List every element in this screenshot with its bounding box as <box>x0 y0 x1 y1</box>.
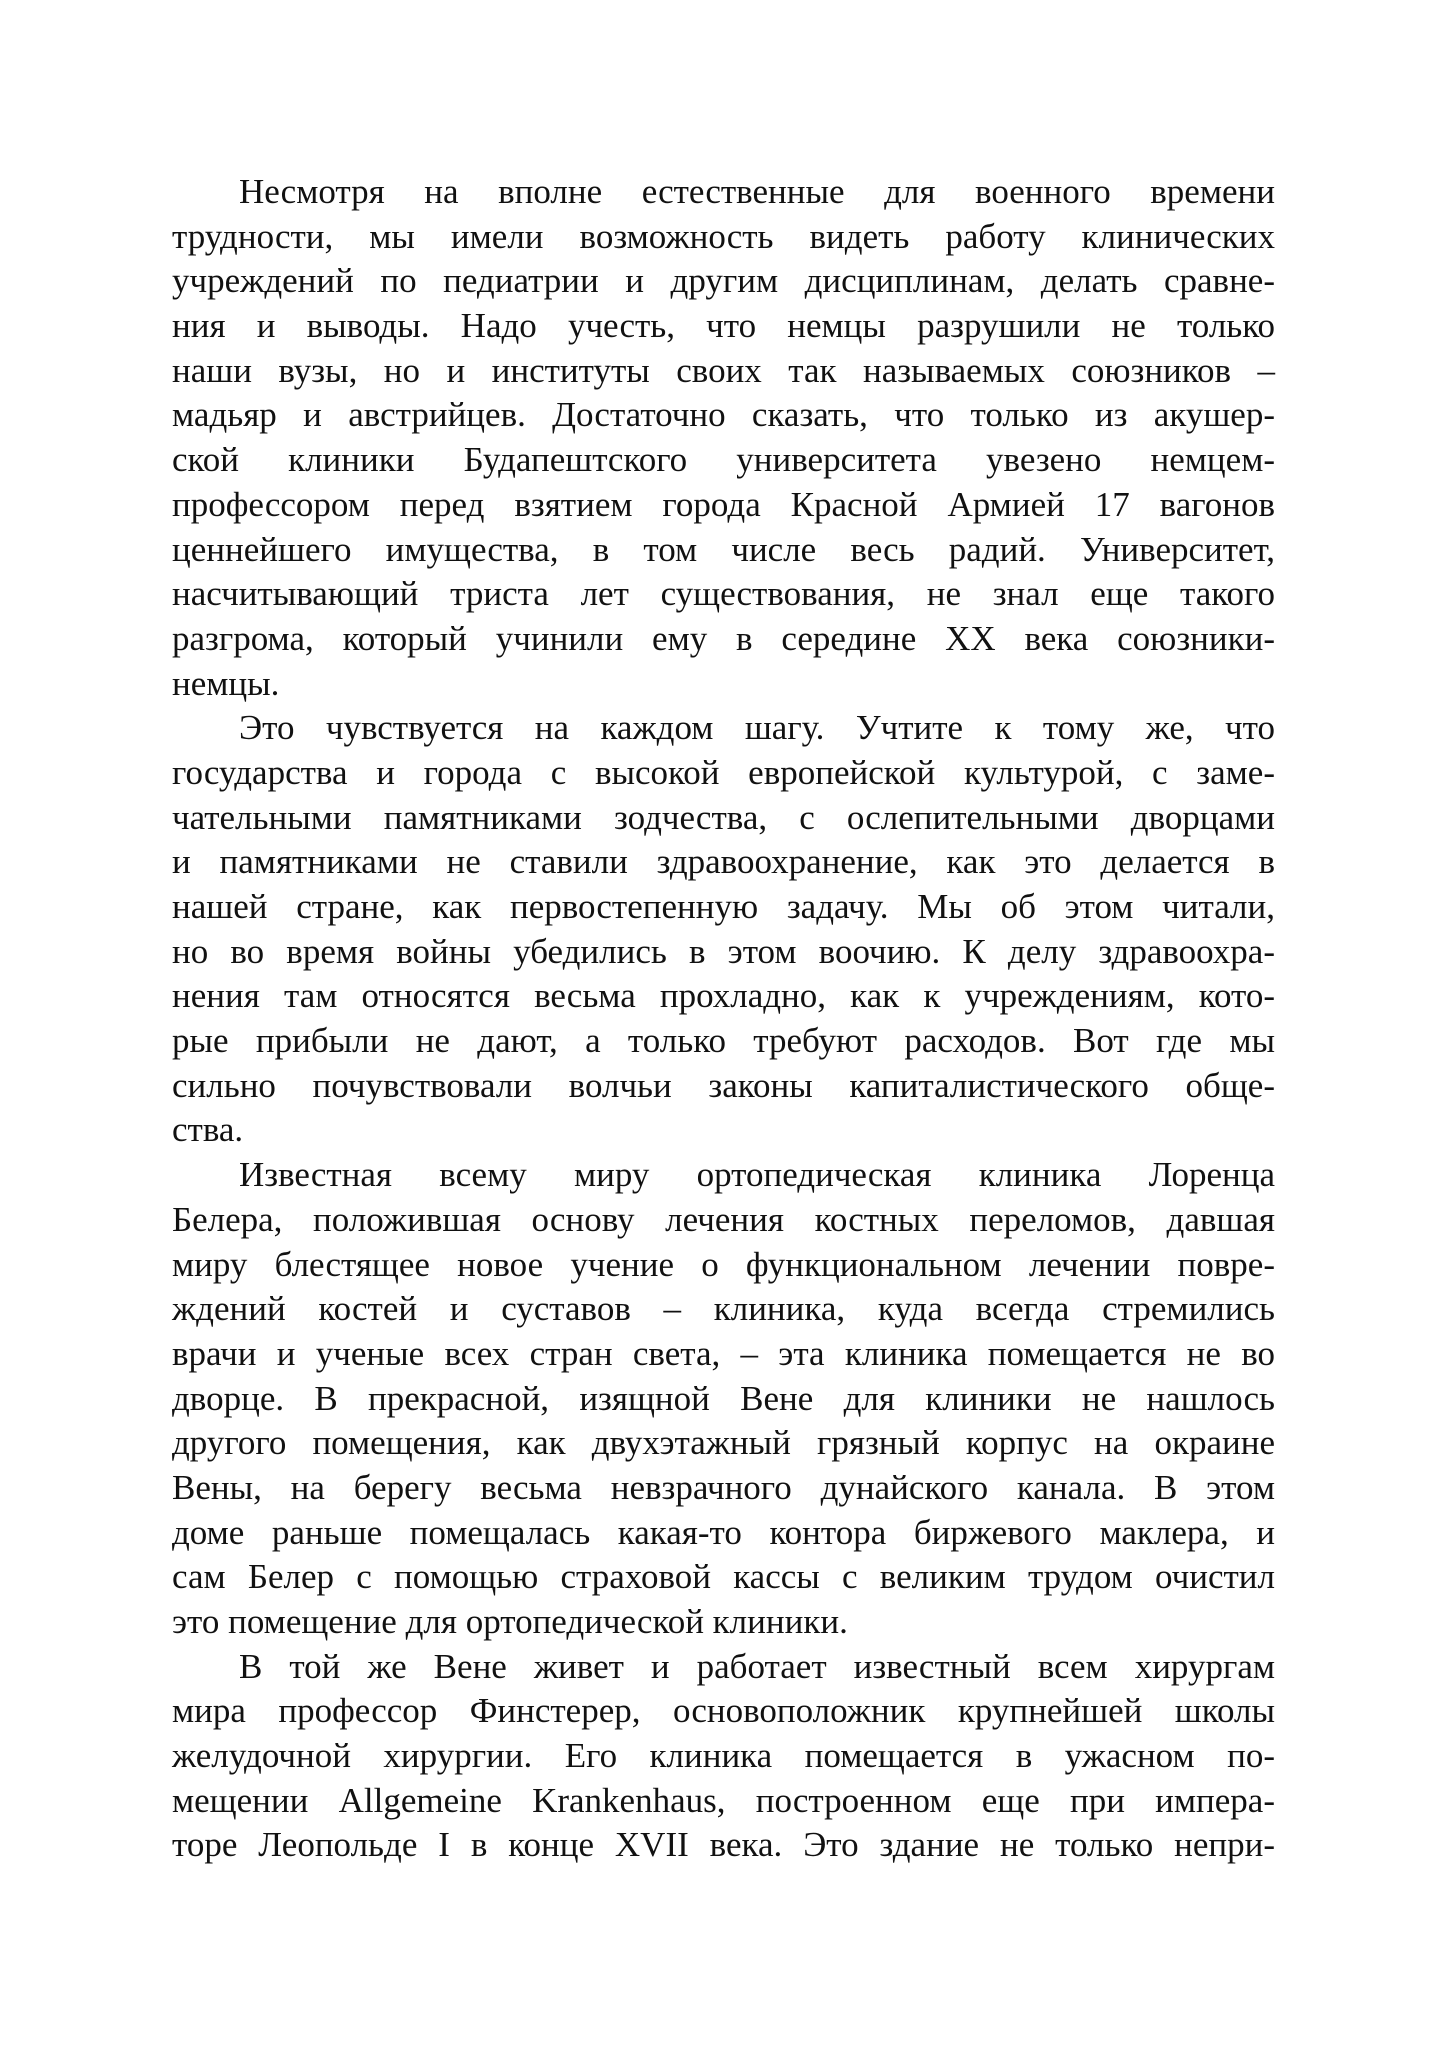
text-line: Белера, положившая основу лечения костных переломов, давшая <box>172 1199 1275 1239</box>
text-line: но во время войны убедились в этом воочию. К делу здравоохра- <box>172 931 1275 971</box>
text-line: мадьяр и австрийцев. Достаточно сказать, что только из акушер- <box>172 395 1275 435</box>
text-line: учреждений по педиатрии и другим дисциплинам, делать сравне- <box>172 261 1275 301</box>
text-line: доме раньше помещалась какая-то контора биржевого маклера, и <box>172 1512 1275 1552</box>
text-line: наши вузы, но и институты своих так называемых союзников – <box>172 350 1275 390</box>
text-line: Известная всему миру ортопедическая клиника Лоренца <box>239 1155 1275 1195</box>
paragraph-1 <box>172 170 1275 706</box>
text-line: разгрома, который учинили ему в середине XX века союзники- <box>172 618 1275 658</box>
text-line: торе Леопольде I в конце XVII века. Это здание не только непри- <box>172 1825 1275 1865</box>
text-line: это помещение для ортопедической клиники. <box>172 1602 848 1641</box>
text-line: ской клиники Будапештского университета увезено немцем- <box>172 440 1275 480</box>
text-line: Несмотря на вполне естественные для военного времени <box>239 172 1275 211</box>
text-line: миру блестящее новое учение о функциональном лечении повре- <box>172 1244 1275 1284</box>
text-line: нашей стране, как первостепенную задачу. Мы об этом читали, <box>172 887 1275 926</box>
text-line: другого помещения, как двухэтажный грязный корпус на окраине <box>172 1423 1275 1463</box>
text-line: ценнейшего имущества, в том числе весь радий. Университет, <box>172 529 1275 569</box>
text-line: трудности, мы имели возможность видеть работу клинических <box>172 216 1275 256</box>
text-line: врачи и ученые всех стран света, – эта клиника помещается не во <box>172 1333 1275 1373</box>
text-line: государства и города с высокой европейской культурой, с заме- <box>172 752 1275 792</box>
text-line: желудочной хирургии. Его клиника помещается в ужасном по- <box>172 1736 1275 1776</box>
text-line: мира профессор Финстерер, основоположник крупнейшей школы <box>172 1691 1275 1731</box>
text-line: и памятниками не ставили здравоохранение, как это делается в <box>172 842 1275 882</box>
text-line: нения там относятся весьма прохладно, как к учреждениям, кото- <box>172 976 1275 1016</box>
text-line: В той же Вене живет и работает известный всем хирургам <box>239 1646 1275 1686</box>
text-line: профессором перед взятием города Красной Армией 17 вагонов <box>172 484 1275 524</box>
text-line: рые прибыли не дают, а только требуют расходов. Вот где мы <box>172 1021 1275 1061</box>
page-text <box>172 170 1275 1868</box>
text-line: мещении Allgemeine Krankenhaus, построенном еще при импера- <box>172 1780 1275 1820</box>
text-line: Это чувствуется на каждом шагу. Учтите к тому же, что <box>239 708 1275 748</box>
text-line: ния и выводы. Надо учесть, что немцы разрушили не только <box>172 306 1275 346</box>
text-line: немцы. <box>172 663 280 703</box>
paragraph-4 <box>172 1645 1275 1868</box>
text-line: сам Белер с помощью страховой кассы с великим трудом очистил <box>172 1557 1275 1597</box>
paragraph-2 <box>172 706 1275 1153</box>
paragraph-3 <box>172 1153 1275 1645</box>
text-line: ждений костей и суставов – клиника, куда всегда стремились <box>172 1289 1275 1329</box>
text-line: дворце. В прекрасной, изящной Вене для клиники не нашлось <box>172 1378 1275 1418</box>
text-line: насчитывающий триста лет существования, не знал еще такого <box>172 574 1275 614</box>
text-line: сильно почувствовали волчьи законы капиталистического обще- <box>172 1065 1275 1105</box>
text-line: Вены, на берегу весьма невзрачного дунайского канала. В этом <box>172 1467 1275 1507</box>
text-line: чательными памятниками зодчества, с ослепительными дворцами <box>172 797 1275 837</box>
text-line: ства. <box>172 1110 244 1150</box>
